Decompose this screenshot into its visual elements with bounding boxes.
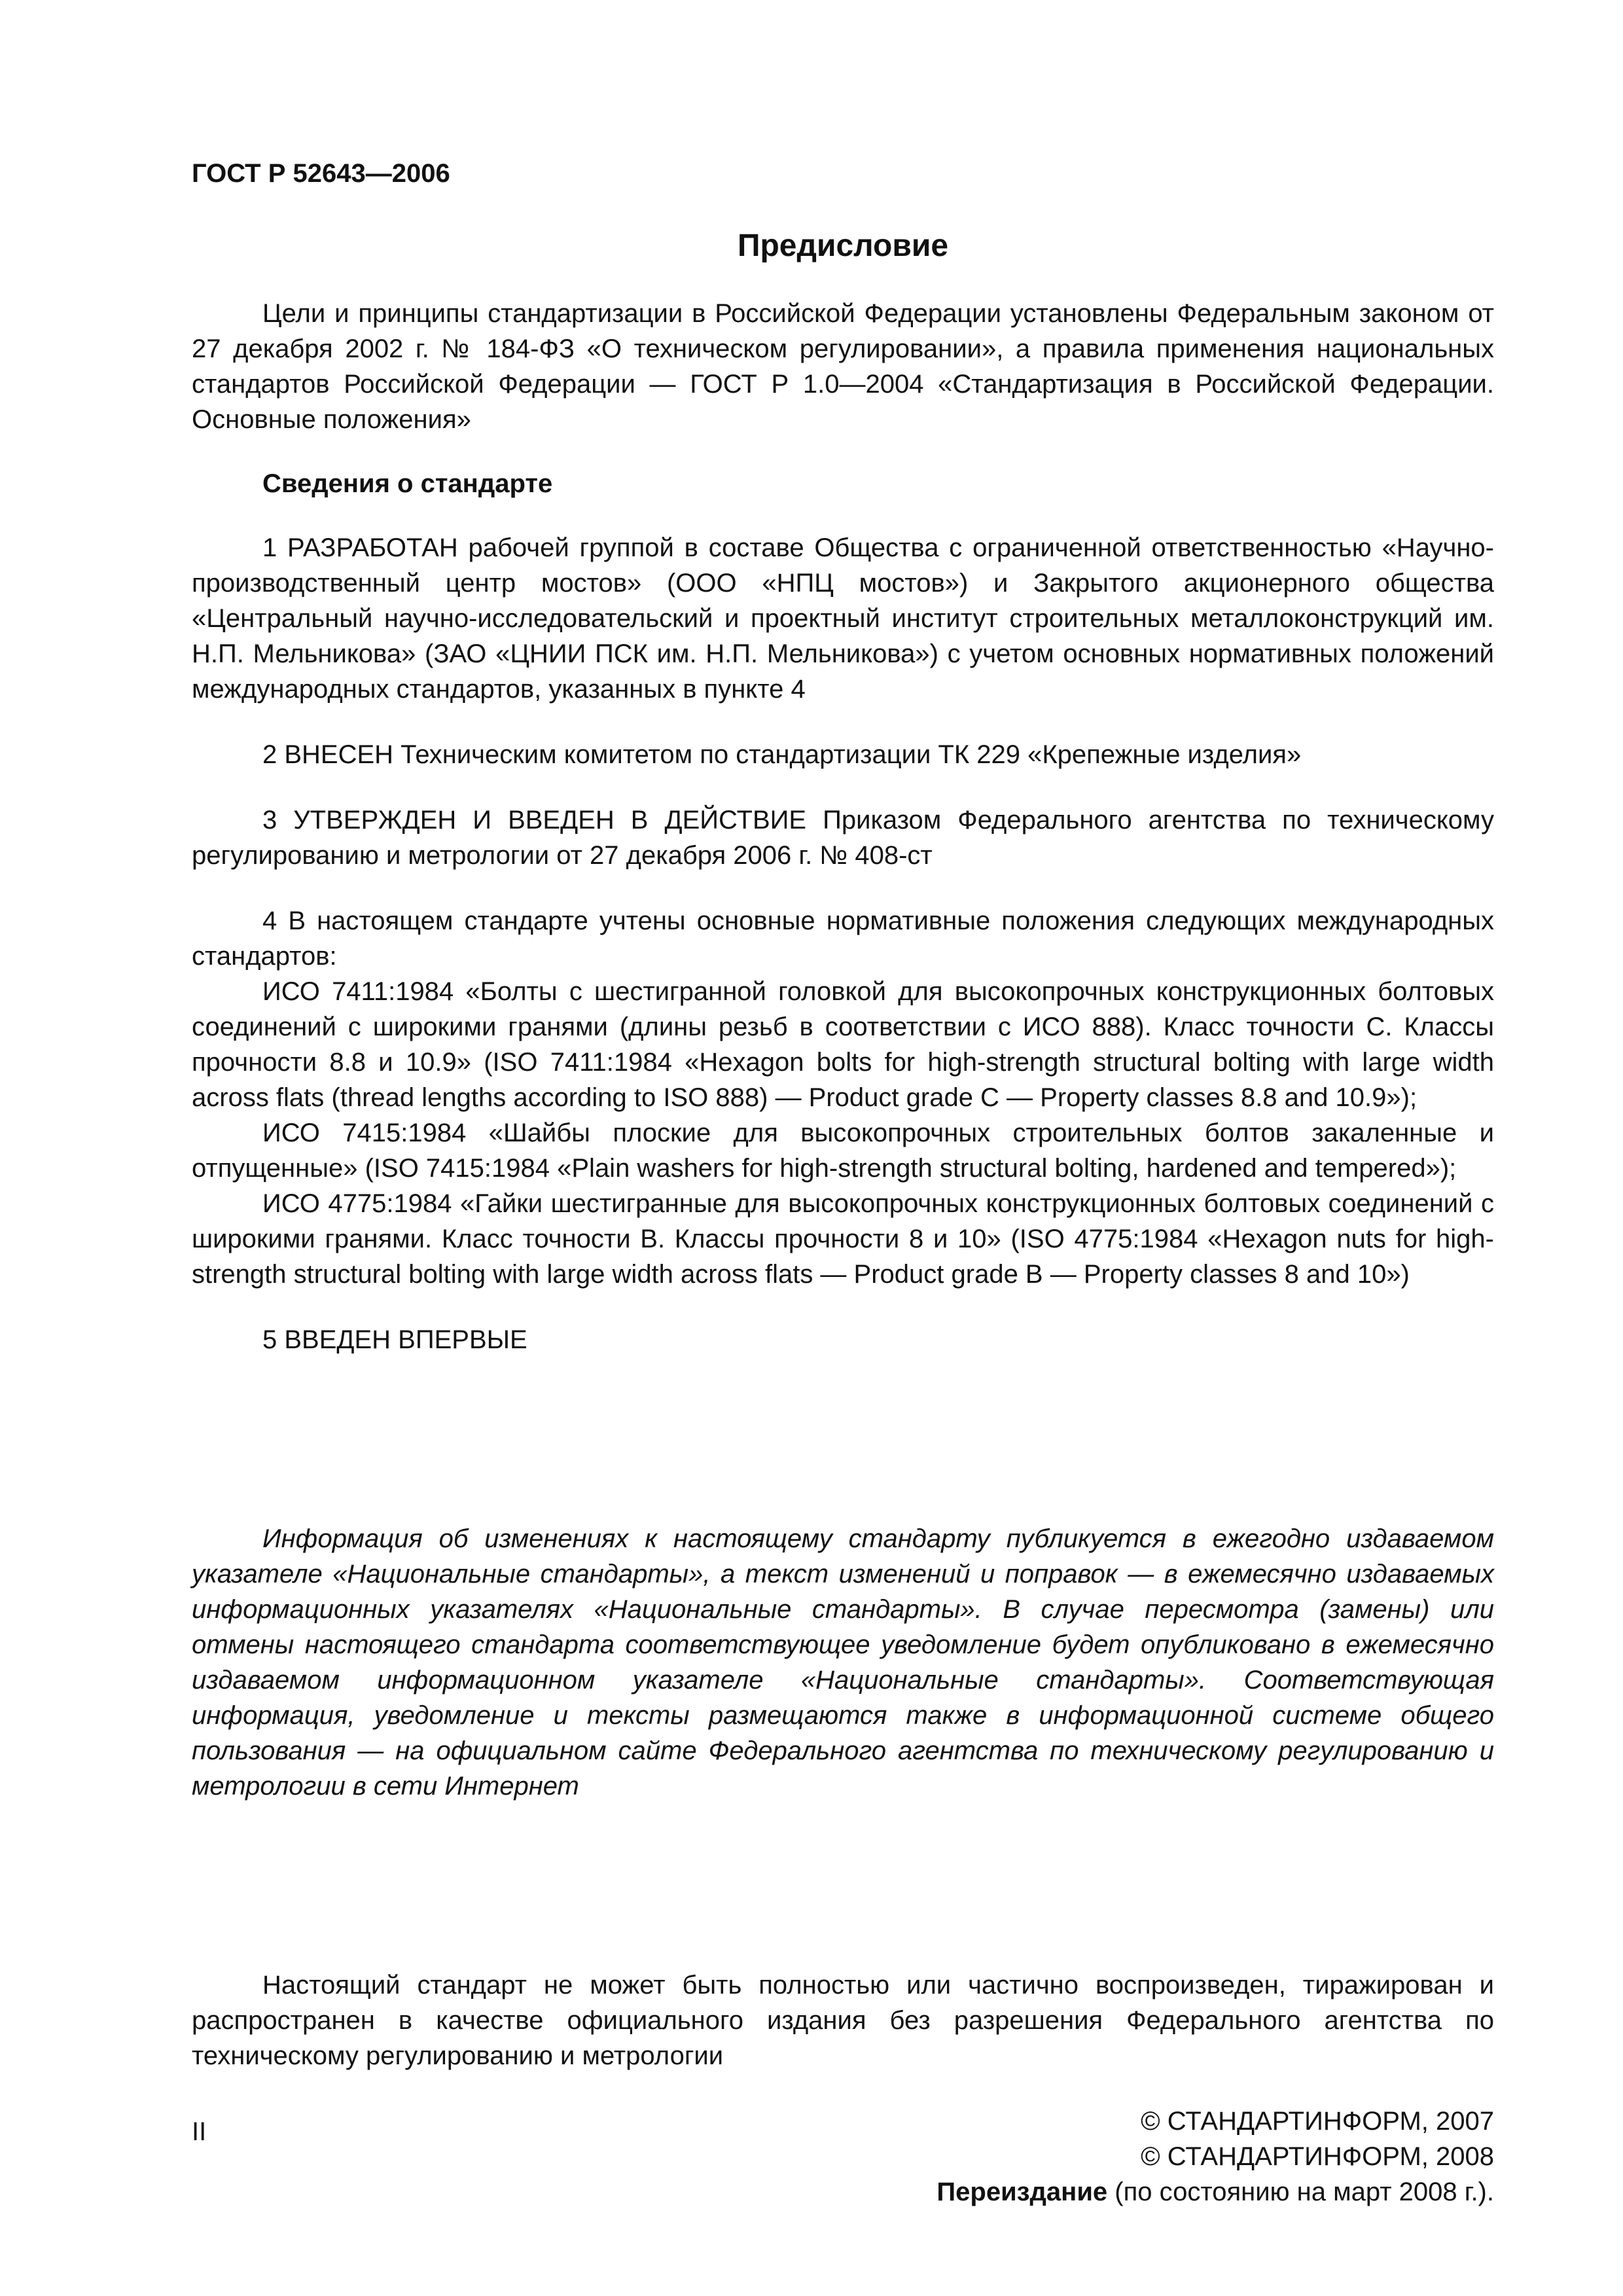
copyright-lines [192, 2104, 1494, 2210]
changes-notice: Информация об изменениях к настоящему стандарту публикуется в ежегодно издаваемом указателе «Национальные стандарты», а текст изменений и поправок — в ежемесячно издаваемых информационных указателях «Национальные стандарты». В случае пересмотра (замены) или отмены настоящего стандарта соответствующее уведомление будет опубликовано в ежемесячно издаваемом информационном указателе «Национальные стандарты». Соответствующая информация, уведомление и тексты размещаются также в информационной системе общего пользования — на официальном сайте Федерального агентства по техническому регулированию и метрологии в сети Интернет [192, 1524, 1494, 1801]
copyright-line-1: © СТАНДАРТИНФОРМ, 2007 [1141, 2107, 1494, 2136]
page-number: II [192, 2117, 207, 2146]
item-2: 2 ВНЕСЕН Техническим комитетом по стандартизации ТК 229 «Крепежные изделия» [262, 740, 1302, 769]
item-4-intro: 4 В настоящем стандарте учтены основные нормативные положения следующих международных стандартов: [192, 906, 1494, 971]
notice-block [192, 1521, 1494, 1804]
item-5: 5 ВВЕДЕН ВПЕРВЫЕ [262, 1325, 527, 1354]
item-3: 3 УТВЕРЖДЕН И ВВЕДЕН В ДЕЙСТВИЕ Приказом Федерального агентства по техническому регулированию и метрологии от 27 декабря 2006 г. № 408-ст [192, 806, 1494, 870]
document-page [192, 157, 1494, 2210]
reissue-date: (по состоянию на март 2008 г.). [1107, 2178, 1494, 2206]
copyright-line-2: © СТАНДАРТИНФОРМ, 2008 [1141, 2142, 1494, 2171]
page-title: Предисловие [737, 228, 949, 263]
copyright-block [192, 1967, 1494, 2210]
item-4-iso-7411: ИСО 7411:1984 «Болты с шестигранной головкой для высокопрочных конструкционных болтовых соединений с широкими гранями (длины резьб в соответствии с ИСО 888). Класс точности С. Классы прочности 8.8 и 10.9» (ISO 7411:1984 «Hexagon bolts for high-strength structural bolting with large width across flats (thread lengths according to ISO 888) — Product grade C — Property classes 8.8 and 10.9»); [192, 977, 1494, 1112]
reproduction-notice: Настоящий стандарт не может быть полностью или частично воспроизведен, тиражирован и распространен в качестве официального издания без разрешения Федерального агентства по техническому регулированию и метрологии [192, 1971, 1494, 2070]
intro-paragraph: Цели и принципы стандартизации в Российской Федерации установлены Федеральным законом от 27 декабря 2002 г. № 184-ФЗ «О техническом регулировании», а правила применения национальных стандартов Российской Федерации — ГОСТ Р 1.0—2004 «Стандартизация в Российской Федерации. Основные положения» [192, 299, 1494, 434]
reissue-label: Переиздание [936, 2178, 1108, 2206]
reissue-line [192, 2174, 1494, 2210]
item-4-iso-4775: ИСО 4775:1984 «Гайки шестигранные для высокопрочных конструкционных болтовых соединений с широкими гранями. Класс точности В. Классы прочности 8 и 10» (ISO 4775:1984 «Hexagon nuts for high-strength structural bolting with large width across flats — Product grade B — Property classes 8 and 10») [192, 1189, 1494, 1289]
item-1: 1 РАЗРАБОТАН рабочей группой в составе Общества с ограниченной ответственностью «Научно-производственный центр мостов» (ООО «НПЦ мостов») и Закрытого акционерного общества «Центральный научно-исследовательский и проектный институт строительных металлоконструкций им. Н.П. Мельникова» (ЗАО «ЦНИИ ПСК им. Н.П. Мельникова») с учетом основных нормативных положений международных стандартов, указанных в пункте 4 [192, 533, 1494, 704]
item-4-iso-7415: ИСО 7415:1984 «Шайбы плоские для высокопрочных строительных болтов закаленные и отпущенные» (ISO 7415:1984 «Plain washers for high-strength structural bolting, hardened and tempered»); [192, 1119, 1494, 1183]
document-id: ГОСТ Р 52643—2006 [192, 159, 450, 188]
info-heading: Сведения о стандарте [262, 469, 553, 498]
